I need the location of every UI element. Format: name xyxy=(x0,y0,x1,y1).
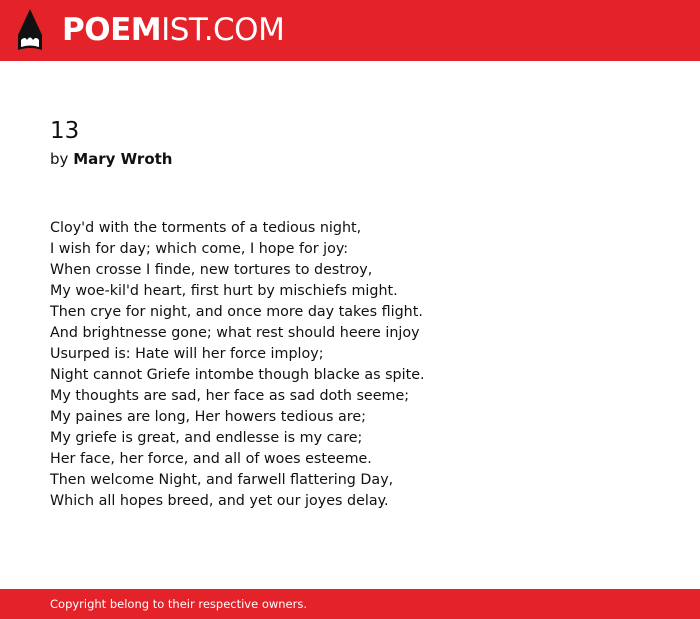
poem-line: And brightnesse gone; what rest should heere injoy xyxy=(50,325,420,341)
site-logo-link[interactable] xyxy=(62,11,284,49)
poem-body xyxy=(50,218,680,512)
poem-title: 13 xyxy=(50,118,80,144)
by-label: by xyxy=(50,150,69,168)
poem-line: Her face, her force, and all of woes esteeme. xyxy=(50,451,372,467)
poem-line: When crosse I finde, new tortures to destroy, xyxy=(50,262,373,278)
poem-line: Which all hopes breed, and yet our joyes delay. xyxy=(50,493,389,509)
poem-line: Usurped is: Hate will her force imploy; xyxy=(50,346,324,362)
poem-line: Cloy'd with the torments of a tedious night, xyxy=(50,220,362,236)
brand-bold-text: POEM xyxy=(62,12,162,48)
byline xyxy=(50,149,172,169)
poem-line: Then crye for night, and once more day takes flight. xyxy=(50,304,423,320)
pencil-icon[interactable] xyxy=(18,9,42,52)
brand-light-text: IST.COM xyxy=(161,12,285,48)
site-footer xyxy=(0,589,700,619)
poem-line: My woe-kil'd heart, first hurt by mischiefs might. xyxy=(50,283,398,299)
poem-line: My paines are long, Her howers tedious are; xyxy=(50,409,366,425)
poem-line: I wish for day; which come, I hope for joy: xyxy=(50,241,349,257)
poem-line: Night cannot Griefe intombe though blacke as spite. xyxy=(50,367,425,383)
poem-line: Then welcome Night, and farwell flattering Day, xyxy=(50,472,394,488)
copyright-text: Copyright belong to their respective owners. xyxy=(50,597,308,611)
site-header xyxy=(0,0,700,61)
author-name: Mary Wroth xyxy=(73,150,173,168)
poem-line: My thoughts are sad, her face as sad doth seeme; xyxy=(50,388,410,404)
poem-line: My griefe is great, and endlesse is my care; xyxy=(50,430,363,446)
